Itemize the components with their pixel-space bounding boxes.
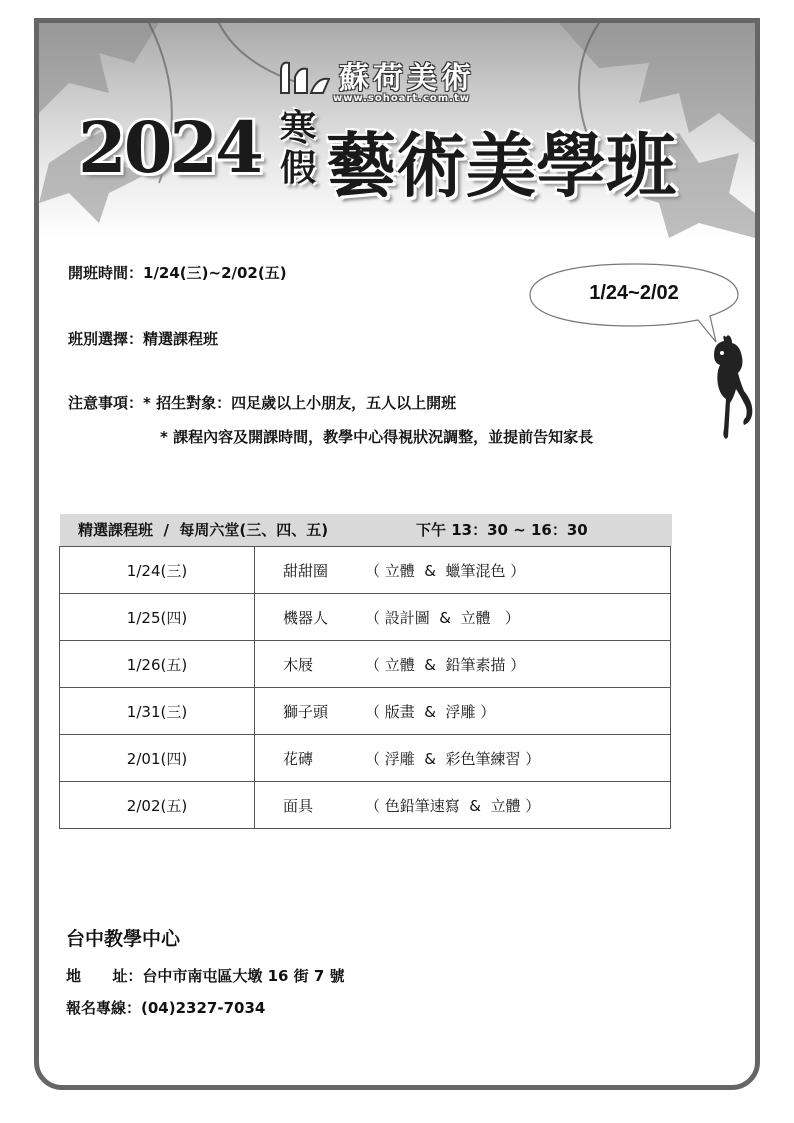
session-course: [255, 688, 671, 735]
notes-label: 注意事項：: [68, 394, 144, 412]
title-main: 藝術美學班: [326, 124, 676, 207]
session-date: 1/31(三): [60, 688, 255, 735]
course-name: 機器人: [283, 608, 329, 627]
class-value: 精選課程班: [143, 330, 219, 348]
page-title: [78, 106, 678, 206]
course-name: 面具: [283, 796, 314, 815]
session-date: 1/26(五): [60, 641, 255, 688]
title-season-top: 寒: [279, 107, 316, 149]
bubble-date-range: 1/24~2/02: [589, 282, 679, 304]
address-label: 地 址：: [66, 967, 143, 985]
phone-value: (04)2327-7034: [141, 999, 266, 1017]
session-course: [255, 782, 671, 829]
session-date: 2/01(四): [60, 735, 255, 782]
schedule-time: 下午 13：30 ~ 16：30: [416, 521, 588, 539]
schedule-class-info: 精選課程班 / 每周六堂(三、四、五): [78, 521, 329, 539]
brand-url: www.sohoart.com.tw: [333, 93, 470, 104]
course-detail: （ 立體 & 鉛筆素描 ）: [365, 655, 526, 674]
table-row: [60, 688, 671, 735]
center-name: 台中教學中心: [66, 928, 181, 950]
session-date: 1/25(四): [60, 594, 255, 641]
schedule-table: [59, 546, 671, 829]
course-name: 木屐: [283, 655, 314, 674]
address-value: 台中市南屯區大墩 16 街 7 號: [142, 967, 345, 985]
course-detail: （ 設計圖 & 立體 ）: [365, 608, 520, 627]
notes-line-2: [160, 426, 593, 447]
phone-line: [66, 997, 265, 1018]
table-row: [60, 641, 671, 688]
course-name: 花磚: [283, 749, 314, 768]
table-row: [60, 735, 671, 782]
brand-name: 蘇荷美術: [339, 61, 475, 96]
session-course: [255, 594, 671, 641]
address-line: [66, 965, 345, 986]
session-course: [255, 735, 671, 782]
title-season-bottom: 假: [279, 147, 316, 189]
session-date: 1/24(三): [60, 547, 255, 594]
course-detail: （ 版畫 & 浮雕 ）: [365, 702, 496, 721]
class-line: [68, 328, 218, 349]
course-name: 甜甜圈: [283, 561, 329, 580]
course-name: 獅子頭: [283, 702, 329, 721]
table-row: [60, 594, 671, 641]
note-item: * 課程內容及開課時間，教學中心得視狀況調整，並提前告知家長: [160, 428, 594, 446]
title-season: [276, 108, 320, 188]
period-value: 1/24(三)~2/02(五): [143, 264, 287, 282]
period-line: [68, 262, 287, 283]
course-detail: （ 色鉛筆速寫 & 立體 ）: [365, 796, 541, 815]
notes-line: [68, 392, 456, 413]
period-label: 開班時間：: [68, 264, 144, 282]
class-label: 班別選擇：: [68, 330, 144, 348]
logo-mark-icon: [277, 57, 331, 97]
note-item: * 招生對象：四足歲以上小朋友，五人以上開班: [143, 394, 457, 412]
table-row: [60, 782, 671, 829]
session-course: [255, 641, 671, 688]
course-detail: （ 立體 & 蠟筆混色 ）: [365, 561, 526, 580]
table-row: [60, 547, 671, 594]
phone-label: 報名專線：: [66, 999, 142, 1017]
date-speech-bubble: [528, 262, 740, 328]
schedule-header: [60, 514, 672, 546]
cat-illustration-icon: [700, 333, 756, 445]
session-date: 2/02(五): [60, 782, 255, 829]
title-year: 2024: [78, 106, 261, 189]
session-course: [255, 547, 671, 594]
course-detail: （ 浮雕 & 彩色筆練習 ）: [365, 749, 541, 768]
